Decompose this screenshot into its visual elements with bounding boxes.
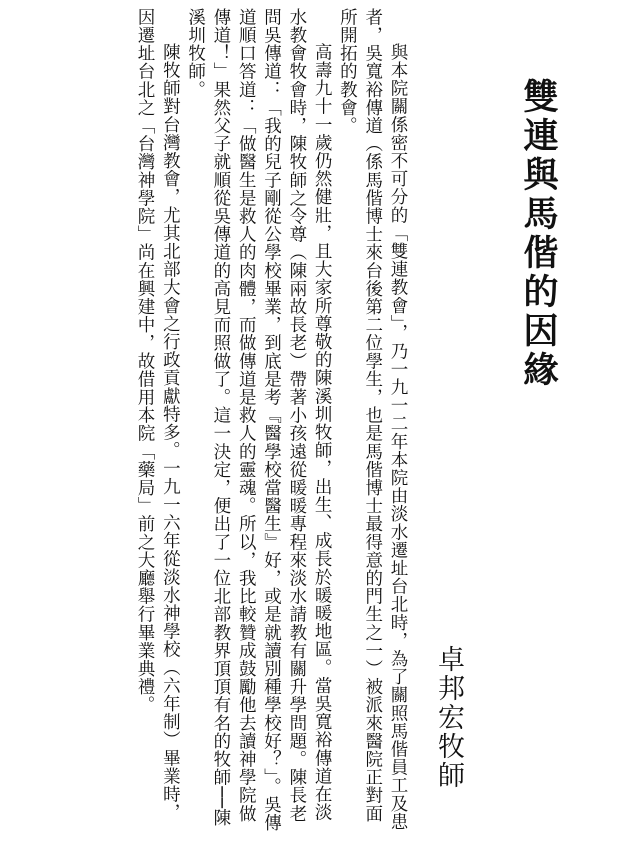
- article-author: 卓邦宏牧師: [433, 645, 464, 790]
- article-title: 雙連與馬偕的因緣: [518, 78, 559, 390]
- paragraph-3: 陳牧師對台灣教會，尤其北部大會之行政貢獻特多。一九一六年從淡水神學校（六年制）畢業時，因遷址台北之「台灣神學院」尚在興建中，故借用本院「藥局」前之大廳舉行畢業典禮。: [135, 8, 181, 822]
- article-body: [6, 8, 410, 836]
- paragraph-2: 高壽九十一歲仍然健壯，且大家所尊敬的陳溪圳牧師，出生、成長於暖暖地區。當吳寬裕傳道在淡水教會牧會時，陳牧師之令尊（陳兩故長老）帶著小孩遠從暖暖專程來淡水請教有關升學問題。陳長老問吳傳道：「我的兒子剛從公學校畢業，到底是考『醫學校當醫生』好，或是就讀別種學校好？」。吳傳道順口答道：「做醫生是救人的肉體，而做傳道是救人的靈魂。所以，我比較贊成鼓勵他去讀神學院做傳道！」果然父子就順從吳傳道的高見而照做了。這一決定，便出了一位北部教界頂頂有名的牧師──陳溪圳牧師。: [185, 8, 333, 832]
- paragraph-1: 與本院關係密不可分的「雙連教會」，乃一九一二年本院由淡水遷址台北時，為了關照馬偕員工及患者，吳寬裕傳道（係馬偕博士來台後第二位學生，也是馬偕博士最得意的門生之一）被派來醫院正對面所開拓的教會。: [337, 8, 408, 831]
